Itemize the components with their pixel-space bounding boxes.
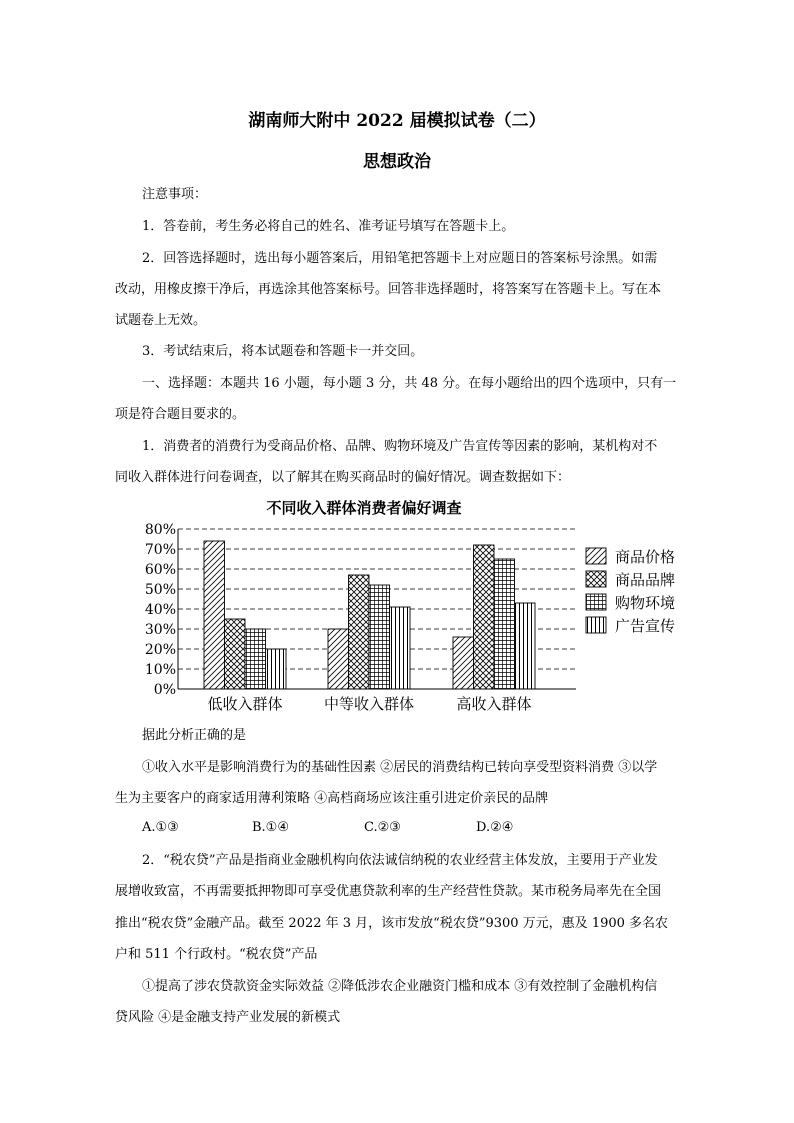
bar <box>369 585 390 689</box>
bar <box>390 607 411 689</box>
question-2-line-2: 展增收致富，不再需要抵押物即可享受优惠贷款利率的生产经营性贷款。某市税务局率先在全国 <box>115 884 662 899</box>
y-tick-label: 30% <box>144 622 176 638</box>
question-2-line-3: 推出“税农贷”金融产品。截至 2022 年 3 月，该市发放“税农贷”9300 万元，惠及 1900 多名农 <box>115 916 669 931</box>
y-tick-label: 40% <box>144 602 176 618</box>
notice-item-2-line-3: 试题卷上无效。 <box>115 313 207 328</box>
question-2-statements-line-2: 贷风险 ④是金融支持产业发展的新模式 <box>115 1010 341 1025</box>
x-tick-label: 高收入群体 <box>456 695 532 713</box>
legend-swatch <box>586 594 606 610</box>
bar <box>494 559 515 689</box>
legend-label: 广告宣传 <box>615 617 676 635</box>
chart-legend <box>586 548 675 635</box>
bar <box>349 575 370 689</box>
notice-item-2-line-2: 改动，用橡皮擦干净后，再选涂其他答案标号。回答非选择题时，将答案写在答题卡上。写在本 <box>115 282 662 297</box>
y-tick-label: 60% <box>144 562 176 578</box>
y-tick-labels <box>145 522 176 698</box>
question-1-prompt: 据此分析正确的是 <box>142 728 247 743</box>
legend-label: 购物环境 <box>615 594 676 612</box>
question-2-line-1: 2．“税农贷”产品是指商业金融机构向依法诚信纳税的农业经营主体发放，主要用于产业发 <box>142 853 658 868</box>
x-tick-labels <box>207 695 531 713</box>
bar <box>225 619 246 689</box>
subject-title: 思想政治 <box>363 152 431 172</box>
notice-item-1: 1．答卷前，考生务必将自己的姓名、准考证号填写在答题卡上。 <box>142 219 515 234</box>
legend-swatch <box>586 571 606 587</box>
notice-heading: 注意事项： <box>142 187 208 202</box>
bar <box>474 545 495 689</box>
question-2-statements-line-1: ①提高了涉农贷款资金实际效益 ②降低涉农企业融资门槛和成本 ③有效控制了金融机构信 <box>142 979 658 994</box>
x-tick-label: 中等收入群体 <box>323 695 415 713</box>
exam-title: 湖南师大附中 2022 届模拟试卷（二） <box>248 111 546 131</box>
chart-bars <box>204 541 535 689</box>
preference-survey-chart <box>138 496 698 718</box>
legend-label: 商品品牌 <box>615 571 676 589</box>
bar <box>515 603 536 689</box>
y-tick-label: 70% <box>144 542 176 558</box>
option-a: A.①③ <box>142 820 179 835</box>
legend-label: 商品价格 <box>615 548 676 566</box>
option-c: C.②③ <box>364 820 401 835</box>
question-2-line-4: 户和 511 个行政村。“税农贷”产品 <box>115 947 318 962</box>
question-1-line-1: 1．消费者的消费行为受商品价格、品牌、购物环境及广告宣传等因素的影响，某机构对不 <box>142 439 658 454</box>
chart-title: 不同收入群体消费者偏好调查 <box>266 499 462 517</box>
bar <box>266 649 287 689</box>
x-tick-label: 低收入群体 <box>207 695 283 713</box>
bar <box>204 541 225 689</box>
y-tick-label: 50% <box>144 582 176 598</box>
option-b: B.①④ <box>252 820 289 835</box>
notice-item-2-line-1: 2．回答选择题时，选出每小题答案后，用铅笔把答题卡上对应题日的答案标号涂黑。如需 <box>142 251 658 266</box>
question-1-line-2: 同收入群体进行问卷调查，以了解其在购买商品时的偏好情况。调查数据如下： <box>115 470 571 485</box>
y-tick-label: 10% <box>144 662 176 678</box>
y-tick-label: 20% <box>144 642 176 658</box>
bar <box>245 629 266 689</box>
question-1-statements-line-1: ①收入水平是影响消费行为的基础性因素 ②居民的消费结构已转向享受型资料消费 ③以学 <box>142 760 658 775</box>
section-1-line-1: 一、选择题：本题共 16 小题，每小题 3 分，共 48 分。在每小题给出的四个选项中，只有一 <box>142 376 677 391</box>
y-tick-label: 0% <box>153 682 176 698</box>
question-1-statements-line-2: 生为主要客户的商家适用薄利策略 ④高档商场应该注重引进定价亲民的品牌 <box>115 791 549 806</box>
y-tick-label: 80% <box>144 522 176 538</box>
option-d: D.②④ <box>476 820 514 835</box>
legend-swatch <box>586 548 606 564</box>
bar <box>328 629 349 689</box>
bar <box>453 637 474 689</box>
section-1-line-2: 项是符合题目要求的。 <box>115 407 246 422</box>
legend-swatch <box>586 617 606 633</box>
notice-item-3: 3．考试结束后，将本试题卷和答题卡一并交回。 <box>142 344 424 359</box>
